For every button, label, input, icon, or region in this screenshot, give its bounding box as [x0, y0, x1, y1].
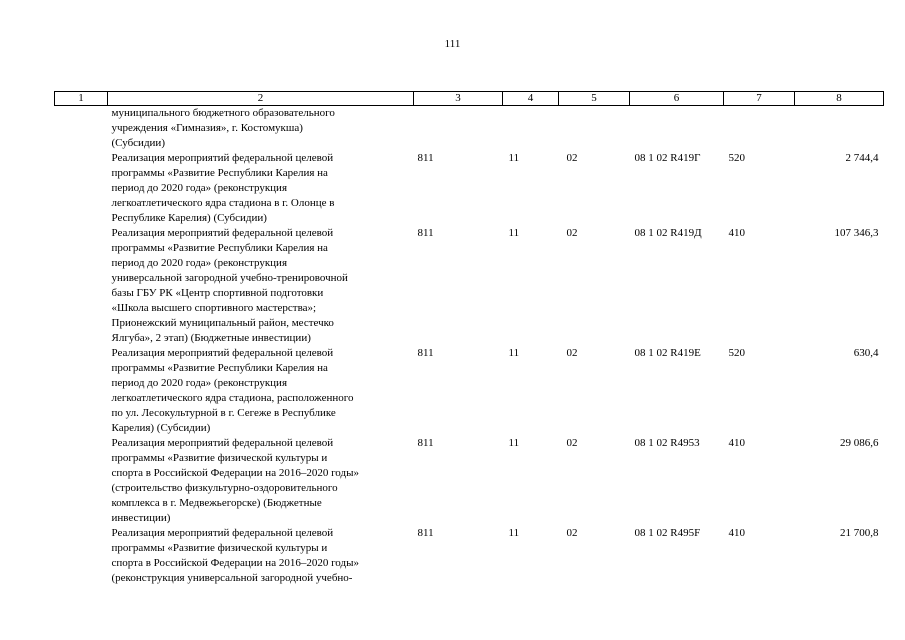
column-header: 4 — [503, 92, 559, 106]
column-header: 1 — [55, 92, 108, 106]
expense-type-cell — [724, 106, 795, 152]
row-number-cell — [55, 151, 108, 226]
amount-cell: 2 744,4 — [845, 152, 879, 164]
row-number-cell — [55, 226, 108, 346]
section-cell — [503, 106, 559, 152]
amount-cell: 29 086,6 — [840, 437, 879, 449]
subsection-cell: 02 — [566, 227, 578, 239]
expense-type-cell: 410 — [728, 527, 745, 539]
page-number: 111 — [444, 38, 461, 50]
row-number-cell — [55, 526, 108, 586]
target-article-cell: 08 1 02 R419Е — [634, 347, 701, 359]
description-cell: Реализация мероприятий федеральной целевой программы «Развитие физической культуры и спорта в Российской Федерации на 2016–2020 годы» (строительство физкультурно-оздоровительного комплекса в г. Медвежьегорске) (Бюджетные инвестиции) — [111, 437, 359, 524]
amount-cell — [795, 106, 884, 152]
section-cell: 11 — [508, 152, 520, 164]
table-row — [55, 106, 884, 152]
column-header: 3 — [414, 92, 503, 106]
expense-type-cell: 410 — [728, 227, 745, 239]
ministry-code-cell: 811 — [417, 527, 434, 539]
column-header: 7 — [724, 92, 795, 106]
amount-cell: 630,4 — [853, 347, 879, 359]
row-number-cell — [55, 436, 108, 526]
table-row — [55, 526, 884, 586]
budget-table — [54, 91, 884, 586]
subsection-cell — [559, 106, 630, 152]
target-article-cell: 08 1 02 R4953 — [634, 437, 700, 449]
amount-cell: 107 346,3 — [834, 227, 879, 239]
expense-type-cell: 520 — [728, 347, 745, 359]
expense-type-cell: 520 — [728, 152, 745, 164]
target-article-cell — [630, 106, 724, 152]
table-row — [55, 226, 884, 346]
column-header: 5 — [559, 92, 630, 106]
table-header-row — [55, 92, 884, 106]
description-cell: Реализация мероприятий федеральной целевой программы «Развитие Республики Карелия на период до 2020 года» (реконструкция универсальной загородной учебно-тренировочной базы ГБУ РК «Центр спортивной подготовки «Школа высшего спортивного мастерства»; Прионежский муниципальный район, местечко Ялгуба», 2 этап) (Бюджетные инвестиции) — [111, 227, 348, 344]
expense-type-cell: 410 — [728, 437, 745, 449]
subsection-cell: 02 — [566, 527, 578, 539]
subsection-cell: 02 — [566, 152, 578, 164]
description-cell: Реализация мероприятий федеральной целевой программы «Развитие Республики Карелия на период до 2020 года» (реконструкция легкоатлетического ядра стадиона, расположенного по ул. Лесокультурной в г. Сегеже в Республике Карелия) (Субсидии) — [111, 347, 354, 434]
ministry-code-cell — [414, 106, 503, 152]
table-row — [55, 346, 884, 436]
target-article-cell: 08 1 02 R419Д — [634, 227, 702, 239]
description-cell: муниципального бюджетного образовательного учреждения «Гимназия», г. Костомукша) (Субсидии) — [111, 107, 335, 149]
section-cell: 11 — [508, 347, 520, 359]
table-row — [55, 436, 884, 526]
ministry-code-cell: 811 — [417, 152, 434, 164]
section-cell: 11 — [508, 227, 520, 239]
column-header: 6 — [630, 92, 724, 106]
row-number-cell — [55, 106, 108, 152]
section-cell: 11 — [508, 527, 520, 539]
table-row — [55, 151, 884, 226]
ministry-code-cell: 811 — [417, 437, 434, 449]
subsection-cell: 02 — [566, 437, 578, 449]
target-article-cell: 08 1 02 R419Г — [634, 152, 701, 164]
column-header: 8 — [795, 92, 884, 106]
amount-cell: 21 700,8 — [840, 527, 879, 539]
section-cell: 11 — [508, 437, 520, 449]
ministry-code-cell: 811 — [417, 227, 434, 239]
column-header: 2 — [108, 92, 414, 106]
subsection-cell: 02 — [566, 347, 578, 359]
ministry-code-cell: 811 — [417, 347, 434, 359]
target-article-cell: 08 1 02 R495F — [634, 527, 701, 539]
row-number-cell — [55, 346, 108, 436]
description-cell: Реализация мероприятий федеральной целевой программы «Развитие Республики Карелия на период до 2020 года» (реконструкция легкоатлетического ядра стадиона в г. Олонце в Республике Карелия) (Субсидии) — [111, 152, 335, 224]
description-cell: Реализация мероприятий федеральной целевой программы «Развитие физической культуры и спорта в Российской Федерации на 2016–2020 годы» (реконструкция универсальной загородной учебно- — [111, 527, 359, 584]
